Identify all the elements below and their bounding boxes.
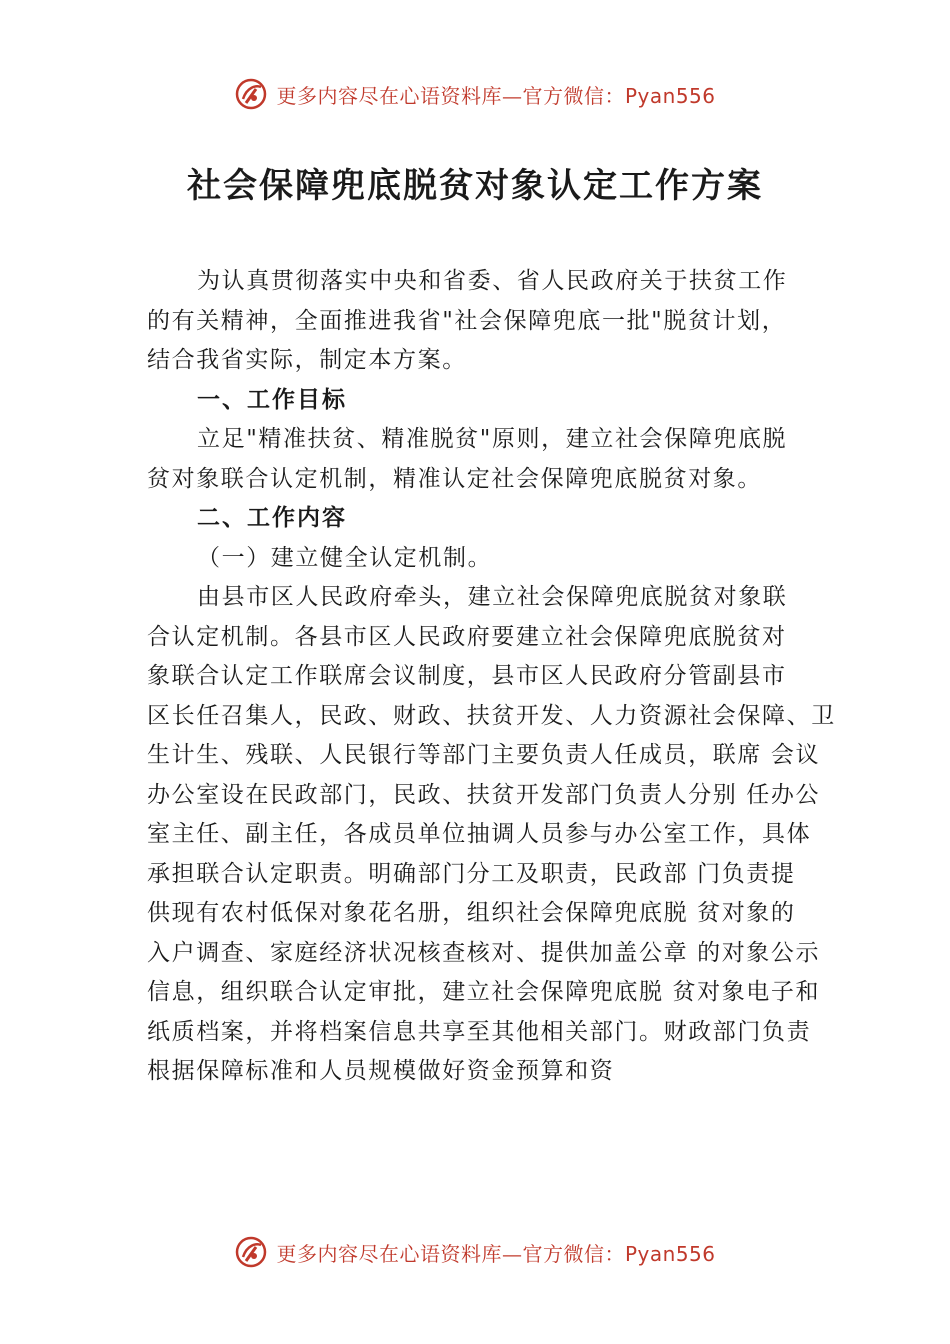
footer-site-name: 更多内容尽在心语资料库: [276, 1241, 502, 1266]
header-banner: [0, 74, 950, 114]
section1-line: 立足"精准扶贫、精准脱贫"原则，建立社会保障兜底脱: [197, 426, 788, 452]
section1-line: 贫对象联合认定机制，精准认定社会保障兜底脱贫对象。: [147, 465, 762, 492]
subsection1-line: 根据保障标准和人员规模做好资金预算和资: [147, 1058, 615, 1084]
subsection1-line: 入户调查、家庭经济状况核查核对、提供加盖公章 的对象公示: [147, 939, 821, 966]
subsection1-line: 室主任、副主任，各成员单位抽调人员参与办公室工作，具体: [147, 821, 812, 847]
logo-icon: [234, 1235, 268, 1269]
subsection1-line: 纸质档案，并将档案信息共享至其他相关部门。财政部门负责: [147, 1018, 812, 1045]
footer-banner-text: [276, 1238, 715, 1267]
subsection1-line: 信息，组织联合认定审批，建立社会保障兜底脱 贫对象电子和: [147, 979, 821, 1005]
footer-wechat-id: Pyan556: [624, 1241, 716, 1266]
subsection1-line: 供现有农村低保对象花名册，组织社会保障兜底脱 贫对象的: [147, 900, 796, 926]
header-wechat-id: Pyan556: [624, 83, 716, 108]
footer-banner: [0, 1232, 950, 1272]
header-separator: —: [501, 83, 523, 108]
intro-line: 为认真贯彻落实中央和省委、省人民政府关于扶贫工作: [197, 268, 788, 294]
subsection1-heading: （一）建立健全认定机制。: [197, 544, 493, 571]
subsection1-line: 象联合认定工作联席会议制度，县市区人民政府分管副县市: [147, 663, 787, 689]
section2-heading: 二、工作内容: [197, 505, 347, 531]
subsection1-line: 区长任召集人，民政、财政、扶贫开发、人力资源社会保障、卫: [147, 702, 836, 729]
header-wechat-label: 官方微信：: [522, 83, 625, 108]
section1-heading: 一、工作目标: [197, 386, 347, 413]
document-body: [147, 262, 837, 1092]
footer-wechat-label: 官方微信：: [522, 1241, 625, 1266]
subsection1-line: 办公室设在民政部门，民政、扶贫开发部门负责人分别 任办公: [147, 781, 821, 808]
intro-line: 的有关精神，全面推进我省"社会保障兜底一批"脱贫计划，: [147, 307, 787, 334]
header-site-name: 更多内容尽在心语资料库: [276, 83, 502, 108]
subsection1-line: 承担联合认定职责。明确部门分工及职责，民政部 门负责提: [147, 860, 796, 887]
document-title: 社会保障兜底脱贫对象认定工作方案: [187, 166, 763, 206]
subsection1-line: 由县市区人民政府牵头，建立社会保障兜底脱贫对象联: [197, 584, 788, 610]
intro-line: 结合我省实际，制定本方案。: [147, 347, 467, 373]
header-banner-text: [276, 80, 715, 109]
logo-icon: [234, 77, 268, 111]
subsection1-line: 生计生、残联、人民银行等部门主要负责人任成员，联席 会议: [147, 742, 821, 768]
subsection1-line: 合认定机制。各县市区人民政府要建立社会保障兜底脱贫对: [147, 623, 787, 650]
footer-separator: —: [501, 1241, 523, 1266]
